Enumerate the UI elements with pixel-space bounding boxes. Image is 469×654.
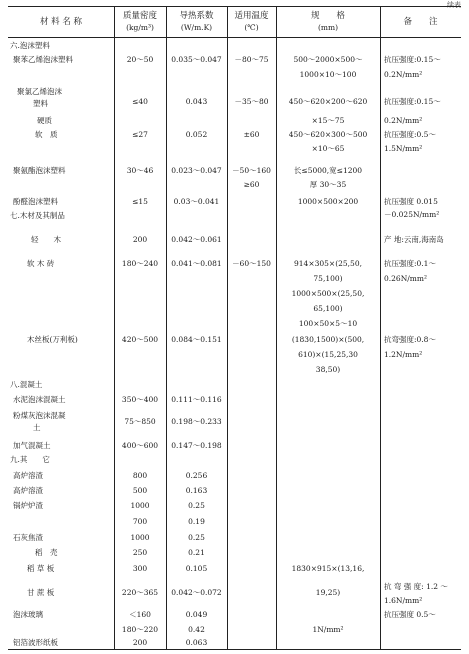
material-name: 聚氨酯泡沫塑料 <box>13 166 66 175</box>
temperature-value: －35～80 <box>234 97 269 106</box>
conductivity-value: 0.084～0.151 <box>171 335 222 344</box>
temperature-value: ±60 <box>243 130 260 139</box>
note-value: 抗弯强度:0.8～ <box>384 335 436 344</box>
note-value: 1.2N/mm² <box>384 350 423 359</box>
spec-value: 1N/mm² <box>312 625 344 634</box>
conductivity-value: 0.256 <box>185 471 208 480</box>
material-subtype: 硬质 <box>37 116 52 125</box>
note-value: 0.26N/mm² <box>384 274 428 283</box>
column-divider <box>380 7 381 649</box>
conductivity-value: 0.198～0.233 <box>171 417 222 426</box>
conductivity-value: 0.023～0.047 <box>171 166 222 175</box>
spec-value: 450～620×200～620 <box>288 97 368 106</box>
conductivity-value: 0.147～0.198 <box>171 441 222 450</box>
header-note <box>380 7 461 37</box>
material-name: 甘 蔗 板 <box>27 588 55 597</box>
density-value: 250 <box>132 548 148 557</box>
density-value: ＜160 <box>129 610 151 619</box>
conductivity-value: 0.25 <box>188 533 205 542</box>
density-value: 200 <box>132 235 148 244</box>
temperature-value: ≥60 <box>243 180 260 189</box>
material-name: 轻 木 <box>31 235 61 244</box>
material-name: 稻 壳 <box>35 548 58 557</box>
spec-value: 厚 30～35 <box>309 180 347 189</box>
conductivity-value: 0.042～0.072 <box>171 588 222 597</box>
density-value: 20～50 <box>126 55 154 64</box>
continued-note: 续表 <box>447 1 461 9</box>
note-value: 抗压强度:0.15～ <box>384 55 441 64</box>
note-value: 产 地:云南,海南岛 <box>384 235 444 244</box>
header-temperature-label: 适用温度 <box>234 11 269 21</box>
density-value: 1000 <box>130 533 150 542</box>
header-name-label: 材 料 名 称 <box>39 16 83 27</box>
temperature-value: －60～150 <box>232 259 271 268</box>
conductivity-value: 0.19 <box>188 517 205 526</box>
header-spec-label: 规 格 <box>310 11 345 21</box>
conductivity-value: 0.042～0.061 <box>171 235 222 244</box>
spec-value: (1830,1500)×(500, <box>291 335 365 344</box>
density-value: 300 <box>132 564 148 573</box>
conductivity-value: 0.041～0.081 <box>171 259 222 268</box>
density-value: 700 <box>132 517 148 526</box>
temperature-value: －80～75 <box>234 55 269 64</box>
note-value: 抗压强度:0.1～ <box>384 259 436 268</box>
conductivity-value: 0.21 <box>188 548 205 557</box>
material-name: 酚醛泡沫塑料 <box>13 197 58 206</box>
material-name: 高炉溶渣 <box>13 471 43 480</box>
density-value: 75～850 <box>124 417 156 426</box>
note-value: 抗压强度:0.5～ <box>384 130 436 139</box>
spec-value: ×15～75 <box>311 116 345 125</box>
temperature-value: －50～160 <box>232 166 271 175</box>
header-name <box>8 7 114 37</box>
material-name: 高炉溶渣 <box>13 486 43 495</box>
material-name: 聚苯乙烯泡沫塑料 <box>13 55 73 64</box>
spec-value: 1000×500×(25,50, <box>291 289 365 298</box>
density-value: 180～240 <box>121 259 159 268</box>
spec-value: 500～2000×500～ <box>293 55 363 64</box>
note-value: －0.025N/mm² <box>384 210 440 219</box>
header-density-label: 质量密度 <box>122 11 157 21</box>
material-name: 泡沫玻璃 <box>13 610 43 619</box>
material-name-cont: 塑料 <box>33 99 48 108</box>
spec-value: 914×305×(25,50, <box>294 259 362 268</box>
material-name: 软 木 砖 <box>27 259 55 268</box>
spec-value: 65,100) <box>313 304 343 313</box>
material-subtype: 软 质 <box>35 130 58 139</box>
spec-value: 100×50×5～10 <box>298 319 358 328</box>
material-name: 聚氯乙烯泡沫 <box>17 87 62 96</box>
density-value: 500 <box>132 486 148 495</box>
note-value: 0.2N/mm² <box>384 116 423 125</box>
conductivity-value: 0.111～0.116 <box>171 395 222 404</box>
density-value: ≤40 <box>132 97 148 106</box>
header-conductivity <box>166 7 227 37</box>
conductivity-value: 0.42 <box>188 625 205 634</box>
note-value: 抗压强度 0.5～ <box>384 610 436 619</box>
conductivity-value: 0.043 <box>185 97 208 106</box>
material-name: 铝箔波形纸板 <box>13 638 58 647</box>
spec-value: 38,50) <box>315 365 341 374</box>
section-heading: 九.其 它 <box>10 455 50 464</box>
material-name: 粉煤灰泡沫混凝 <box>13 411 66 420</box>
header-density <box>114 7 166 37</box>
section-heading: 八.混凝土 <box>10 380 43 389</box>
spec-value: 450～620×300～500 <box>288 130 368 139</box>
header-conductivity-label: 导热系数 <box>179 11 214 21</box>
conductivity-value: 0.049 <box>185 610 208 619</box>
section-heading: 六.泡沫塑料 <box>10 41 50 50</box>
material-name-cont: 土 <box>33 423 41 432</box>
spec-value: ×10～65 <box>311 144 345 153</box>
density-value: 200 <box>132 638 148 647</box>
header-temperature <box>227 7 276 37</box>
density-value: 800 <box>132 471 148 480</box>
header-spec-unit: (mm) <box>317 23 339 32</box>
header-temperature-unit: (℃) <box>244 23 259 32</box>
density-value: 420～500 <box>121 335 159 344</box>
note-value: 抗压强度 0.015 <box>384 197 438 206</box>
material-name: 水泥泡沫混凝土 <box>13 395 66 404</box>
spec-value: 610)×(15,25,30 <box>298 350 358 359</box>
header-density-unit: (kg/m³) <box>126 23 154 32</box>
material-name: 锅炉炉渣 <box>13 501 43 510</box>
note-value: 抗 弯 强 度: 1.2 ～ <box>384 582 448 591</box>
note-value: 1.5N/mm² <box>384 144 423 153</box>
note-value: 抗压强度:0.15～ <box>384 97 441 106</box>
spec-value: 1000×500×200 <box>297 197 359 206</box>
header-divider <box>8 37 461 38</box>
spec-value: 1830×915×(13,16, <box>291 564 365 573</box>
density-value: ≤15 <box>132 197 148 206</box>
spec-value: 1000×10～100 <box>299 70 357 79</box>
material-name: 木丝板(万利板) <box>27 335 78 344</box>
density-value: 350～400 <box>121 395 159 404</box>
spec-value: 19,25) <box>315 588 341 597</box>
density-value: 220～365 <box>121 588 159 597</box>
density-value: 180～220 <box>121 625 159 634</box>
spec-value: 75,100) <box>313 274 343 283</box>
note-value: 1.6N/mm² <box>384 596 423 605</box>
density-value: 30～46 <box>126 166 154 175</box>
conductivity-value: 0.052 <box>185 130 208 139</box>
materials-table <box>8 6 461 650</box>
density-value: 1000 <box>130 501 150 510</box>
density-value: 400～600 <box>121 441 159 450</box>
section-heading: 七.木材及其制品 <box>10 211 65 220</box>
header-spec <box>276 7 380 37</box>
material-name: 加气混凝土 <box>13 441 51 450</box>
conductivity-value: 0.063 <box>185 638 208 647</box>
conductivity-value: 0.105 <box>185 564 208 573</box>
note-value: 0.2N/mm² <box>384 70 423 79</box>
header-conductivity-unit: (W/m.K) <box>180 23 213 32</box>
density-value: ≤27 <box>132 130 148 139</box>
material-name: 石灰焦渣 <box>13 533 43 542</box>
conductivity-value: 0.035～0.047 <box>171 55 222 64</box>
conductivity-value: 0.03～0.041 <box>173 197 220 206</box>
material-name: 稻 草 板 <box>27 564 55 573</box>
conductivity-value: 0.163 <box>185 486 208 495</box>
conductivity-value: 0.25 <box>188 501 205 510</box>
spec-value: 长≤5000,宽≤1200 <box>293 166 363 175</box>
header-note-label: 备 注 <box>403 16 438 27</box>
